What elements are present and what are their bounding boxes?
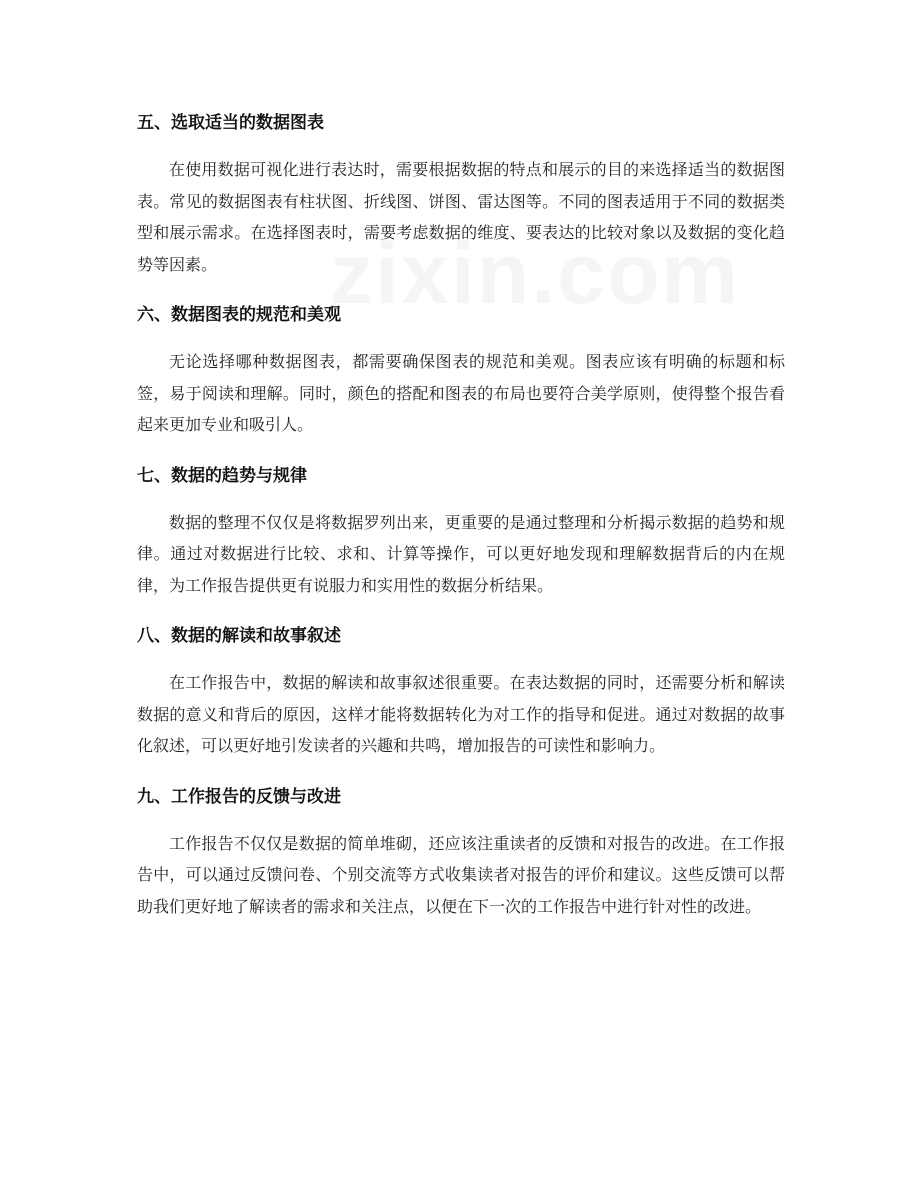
section-6 [137, 300, 785, 441]
section-paragraph: 无论选择哪种数据图表，都需要确保图表的规范和美观。图表应该有明确的标题和标签，易于阅读和理解。同时，颜色的搭配和图表的布局也要符合美学原则，使得整个报告看起来更加专业和吸引人。 [137, 352, 785, 434]
section-heading: 五、选取适当的数据图表 [137, 113, 324, 133]
document-body [137, 108, 785, 942]
section-paragraph: 在使用数据可视化进行表达时，需要根据数据的特点和展示的目的来选择适当的数据图表。常见的数据图表有柱状图、折线图、饼图、雷达图等。不同的图表适用于不同的数据类型和展示需求。在选择图表时，需要考虑数据的维度、要表达的比较对象以及数据的变化趋势等因素。 [137, 160, 785, 274]
section-paragraph: 在工作报告中，数据的解读和故事叙述很重要。在表达数据的同时，还需要分析和解读数据的意义和背后的原因，这样才能将数据转化为对工作的指导和促进。通过对数据的故事化叙述，可以更好地引发读者的兴趣和共鸣，增加报告的可读性和影响力。 [137, 673, 785, 755]
section-7 [137, 461, 785, 602]
section-heading: 六、数据图表的规范和美观 [137, 305, 341, 325]
section-8 [137, 621, 785, 762]
section-5 [137, 108, 785, 280]
section-paragraph: 工作报告不仅仅是数据的简单堆砌，还应该注重读者的反馈和对报告的改进。在工作报告中，可以通过反馈问卷、个别交流等方式收集读者对报告的评价和建议。这些反馈可以帮助我们更好地了解读者的需求和关注点，以便在下一次的工作报告中进行针对性的改进。 [137, 833, 785, 916]
section-heading: 七、数据的趋势与规律 [137, 465, 307, 486]
section-heading: 八、数据的解读和故事叙述 [137, 626, 341, 646]
section-heading: 九、工作报告的反馈与改进 [137, 786, 341, 807]
section-9 [137, 782, 785, 923]
section-paragraph: 数据的整理不仅仅是将数据罗列出来，更重要的是通过整理和分析揭示数据的趋势和规律。通过对数据进行比较、求和、计算等操作，可以更好地发现和理解数据背后的内在规律，为工作报告提供更有说服力和实用性的数据分析结果。 [137, 512, 785, 595]
